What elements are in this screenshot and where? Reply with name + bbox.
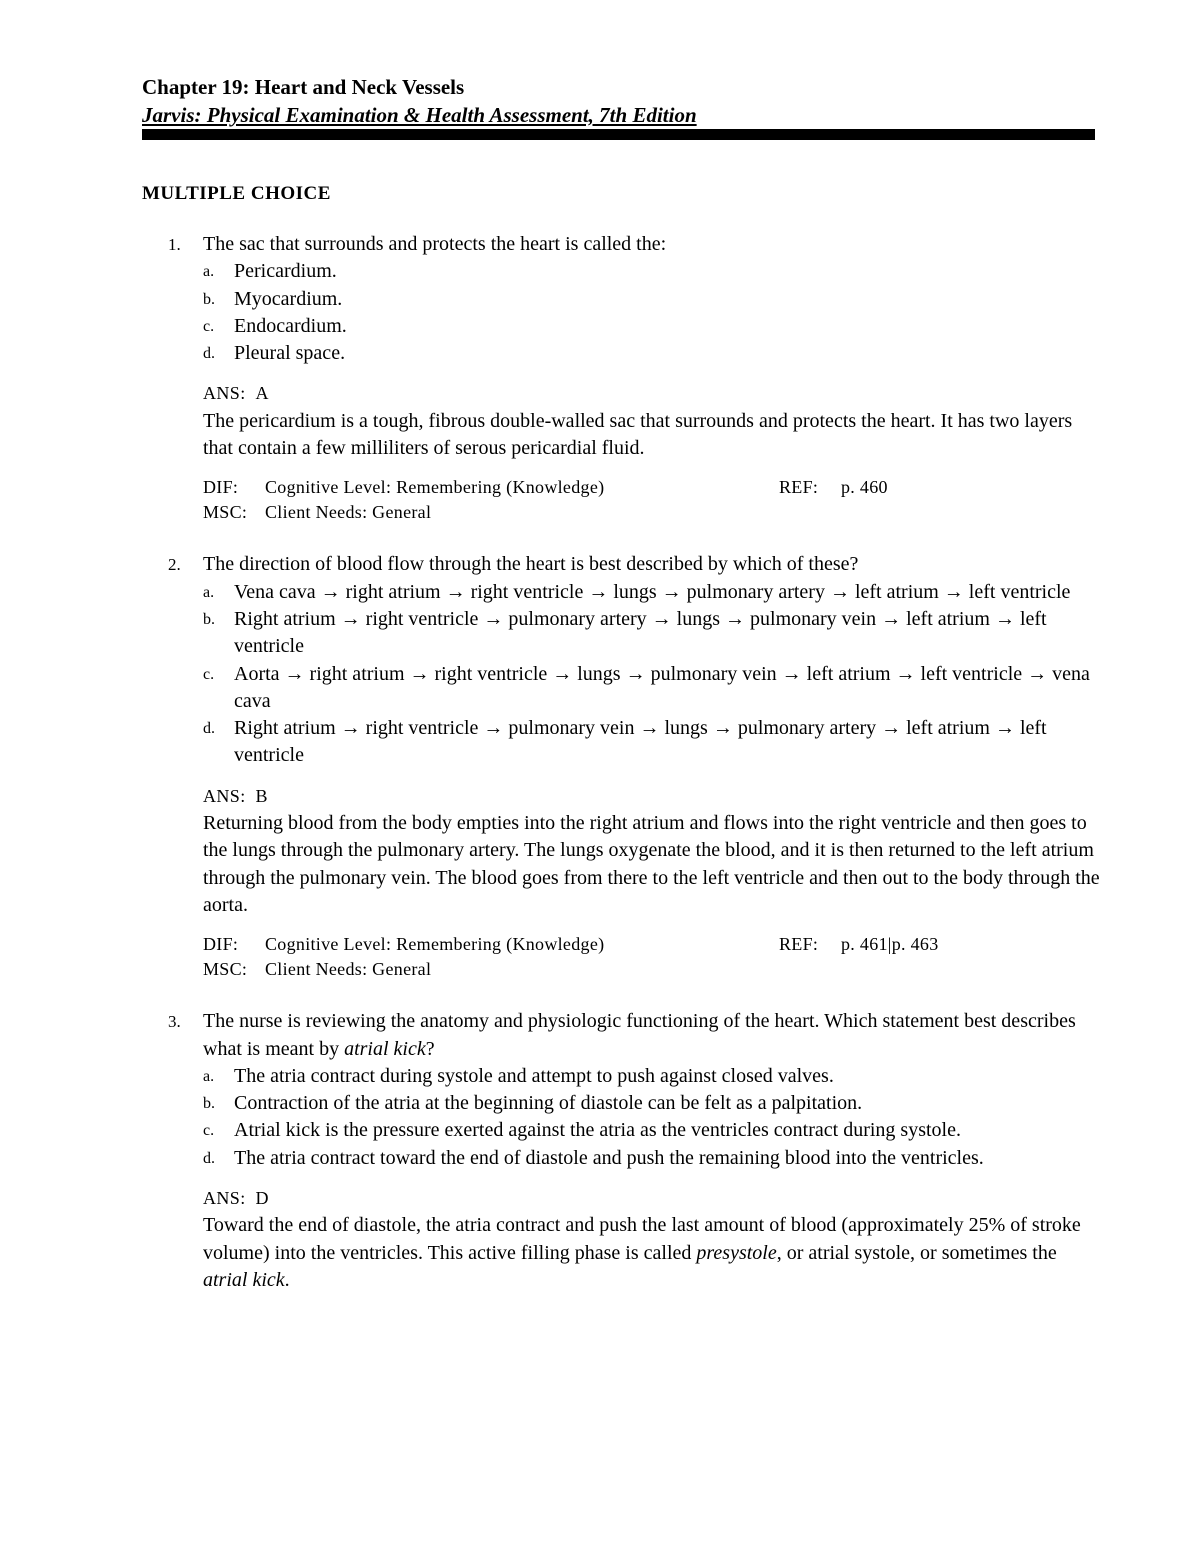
option-text: Vena cava → right atrium → right ventricle → lungs → pulmonary artery → left atrium → left ventricle <box>234 580 1071 603</box>
option-letter: b. <box>203 610 215 628</box>
answer-key: A <box>255 383 269 404</box>
option-letter: d. <box>203 1149 215 1167</box>
option-b <box>203 286 1102 313</box>
option-d <box>203 1145 1102 1172</box>
answer-label: ANS: <box>203 785 246 806</box>
option-b <box>203 606 1102 661</box>
answer-label: ANS: <box>203 1188 246 1209</box>
option-letter: a. <box>203 1067 215 1085</box>
dif-row <box>203 475 1102 500</box>
ref-label: REF: <box>779 934 819 955</box>
dif-label: DIF: <box>203 934 239 955</box>
msc-value: Client Needs: General <box>265 959 432 980</box>
option-text: Right atrium → right ventricle → pulmonary artery → lungs → pulmonary vein → left atrium → left ventricle <box>234 607 1047 658</box>
rationale-text: , or atrial systole, or sometimes the <box>776 1241 1057 1264</box>
dif-row <box>203 932 1102 957</box>
option-text: The atria contract during systole and attempt to push against closed valves. <box>234 1064 834 1087</box>
option-text: Right atrium → right ventricle → pulmonary vein → lungs → pulmonary artery → left atrium → left ventricle <box>234 717 1047 767</box>
ref-value: p. 461|p. 463 <box>841 934 939 955</box>
option-text: The atria contract toward the end of diastole and push the remaining blood into the ventricles. <box>234 1146 984 1169</box>
chapter-title: Chapter 19: Heart and Neck Vessels <box>142 75 465 99</box>
rationale: The pericardium is a tough, fibrous double-walled sac that surrounds and protects the heart. It has two layers that contain a few milliliters of serous pericardial fluid. <box>203 409 1073 460</box>
option-d <box>203 340 1102 367</box>
rationale-italic-term: presystole <box>696 1241 777 1264</box>
question-3 <box>142 1008 1102 1294</box>
option-letter: d. <box>203 720 215 738</box>
spacer <box>142 525 1102 551</box>
question-stem <box>203 1008 1102 1063</box>
document-header <box>142 73 1095 129</box>
option-b <box>203 1090 1102 1117</box>
option-letter: a. <box>203 263 215 281</box>
msc-label: MSC: <box>203 502 248 523</box>
option-a <box>203 1063 1102 1090</box>
option-letter: b. <box>203 290 215 308</box>
option-text: Atrial kick is the pressure exerted against the atria as the ventricles contract during systole. <box>234 1119 961 1142</box>
msc-row <box>203 957 1102 982</box>
book-subtitle: Jarvis: Physical Examination & Health Assessment, 7th Edition <box>142 103 697 127</box>
option-letter: b. <box>203 1095 215 1113</box>
answer-options <box>203 579 1102 770</box>
question-number: 2. <box>168 555 181 575</box>
answer-key: B <box>255 785 268 806</box>
answer-line <box>203 1185 1102 1212</box>
option-d <box>203 715 1102 770</box>
option-text: Myocardium. <box>234 287 343 310</box>
dif-value: Cognitive Level: Remembering (Knowledge) <box>265 934 605 955</box>
dif-value: Cognitive Level: Remembering (Knowledge) <box>265 477 605 498</box>
option-text: Aorta → right atrium → right ventricle → lungs → pulmonary vein → left atrium → left ventricle → vena cava <box>234 662 1090 712</box>
ref-label: REF: <box>779 477 819 498</box>
stem-italic: atrial kick <box>344 1037 426 1060</box>
question-metadata <box>203 475 1102 525</box>
option-letter: c. <box>203 317 215 335</box>
option-c <box>203 313 1102 340</box>
option-letter: d. <box>203 345 215 363</box>
rationale <box>203 1212 1102 1294</box>
question-stem: The sac that surrounds and protects the heart is called the: <box>203 233 667 255</box>
question-number: 3. <box>168 1012 181 1032</box>
answer-options <box>203 1063 1102 1172</box>
option-c <box>203 1117 1102 1144</box>
option-text: Contraction of the atria at the beginning of diastole can be felt as a palpitation. <box>234 1092 863 1115</box>
option-a <box>203 258 1102 285</box>
stem-text: The nurse is reviewing the anatomy and physiologic functioning of the heart. Which statement best describes what is meant by <box>203 1010 1076 1060</box>
msc-row <box>203 500 1102 525</box>
rationale-text: Toward the end of diastole, the atria contract and push the last amount of blood (approximately 25% of stroke volume) into the ventricles. This active filling phase is called <box>203 1214 1081 1264</box>
option-text: Endocardium. <box>234 314 347 337</box>
dif-label: DIF: <box>203 477 239 498</box>
option-letter: a. <box>203 583 215 601</box>
option-letter: c. <box>203 665 215 683</box>
question-number: 1. <box>168 235 181 254</box>
rationale-italic-term: atrial kick <box>203 1268 285 1291</box>
header-rule <box>142 129 1095 140</box>
option-text: Pericardium. <box>234 260 337 283</box>
answer-key: D <box>255 1188 269 1209</box>
answer-line <box>203 380 1102 407</box>
option-text: Pleural space. <box>234 342 346 365</box>
rationale-text: . <box>284 1268 290 1291</box>
questions-list <box>142 231 1102 1294</box>
answer-block <box>203 783 1102 919</box>
question-stem: The direction of blood flow through the heart is best described by which of these? <box>203 553 859 576</box>
ref-value: p. 460 <box>841 477 888 498</box>
answer-line <box>203 783 1102 810</box>
stem-end: ? <box>425 1037 435 1060</box>
question-1 <box>142 231 1102 525</box>
msc-label: MSC: <box>203 959 248 980</box>
question-metadata <box>203 932 1102 982</box>
option-letter: c. <box>203 1122 215 1140</box>
rationale: Returning blood from the body empties into the right atrium and flows into the right ventricle and then goes to the lungs through the pulmonary artery. The lungs oxygenate the blood, and it is then returned to the left atrium through the pulmonary vein. The blood goes from there to the left ventricle and then out to the body through the aorta. <box>203 812 1100 916</box>
ref <box>779 932 939 957</box>
ref <box>779 475 888 500</box>
msc-value: Client Needs: General <box>265 502 432 523</box>
option-c <box>203 661 1102 716</box>
section-heading: MULTIPLE CHOICE <box>142 183 331 204</box>
answer-block <box>203 380 1102 462</box>
answer-label: ANS: <box>203 383 246 404</box>
question-2 <box>142 551 1102 982</box>
spacer <box>142 982 1102 1008</box>
option-a <box>203 579 1102 606</box>
answer-options <box>203 258 1102 367</box>
answer-block <box>203 1185 1102 1294</box>
